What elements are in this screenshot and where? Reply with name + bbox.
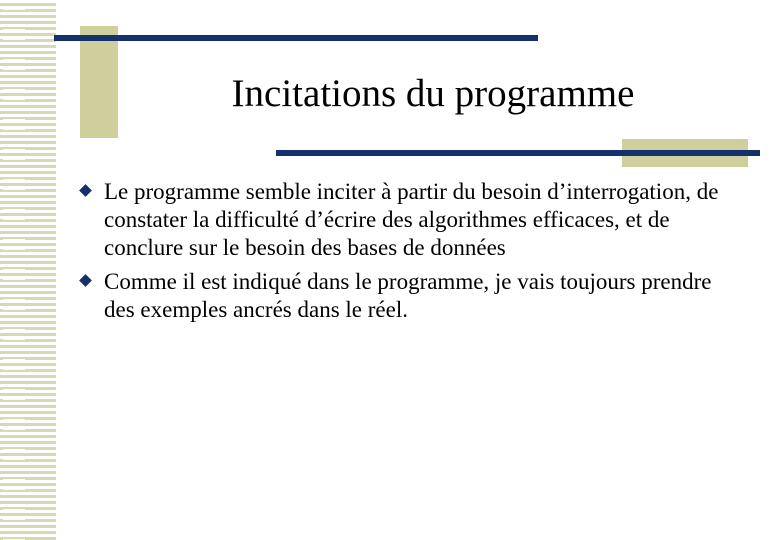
list-item: [80, 178, 740, 262]
decorative-accent-block-top: [80, 26, 118, 138]
decorative-stripe-band: [0, 0, 56, 540]
title-rule-top: [54, 35, 538, 41]
list-item: [80, 268, 740, 324]
bullet-list: [80, 178, 740, 330]
title-rule-bottom: [276, 150, 760, 156]
bullet-text: Comme il est indiqué dans le programme, je vais toujours prendre des exemples ancrés dans le réel.: [104, 269, 712, 322]
bullet-text: Le programme semble inciter à partir du besoin d’interrogation, de constater la difficulté d’écrire des algorithmes efficaces, et de conclure sur le besoin des bases de données: [104, 179, 719, 260]
diamond-bullet-icon: [79, 184, 92, 197]
slide-title: Incitations du programme: [231, 72, 635, 115]
diamond-bullet-icon: [79, 274, 92, 287]
